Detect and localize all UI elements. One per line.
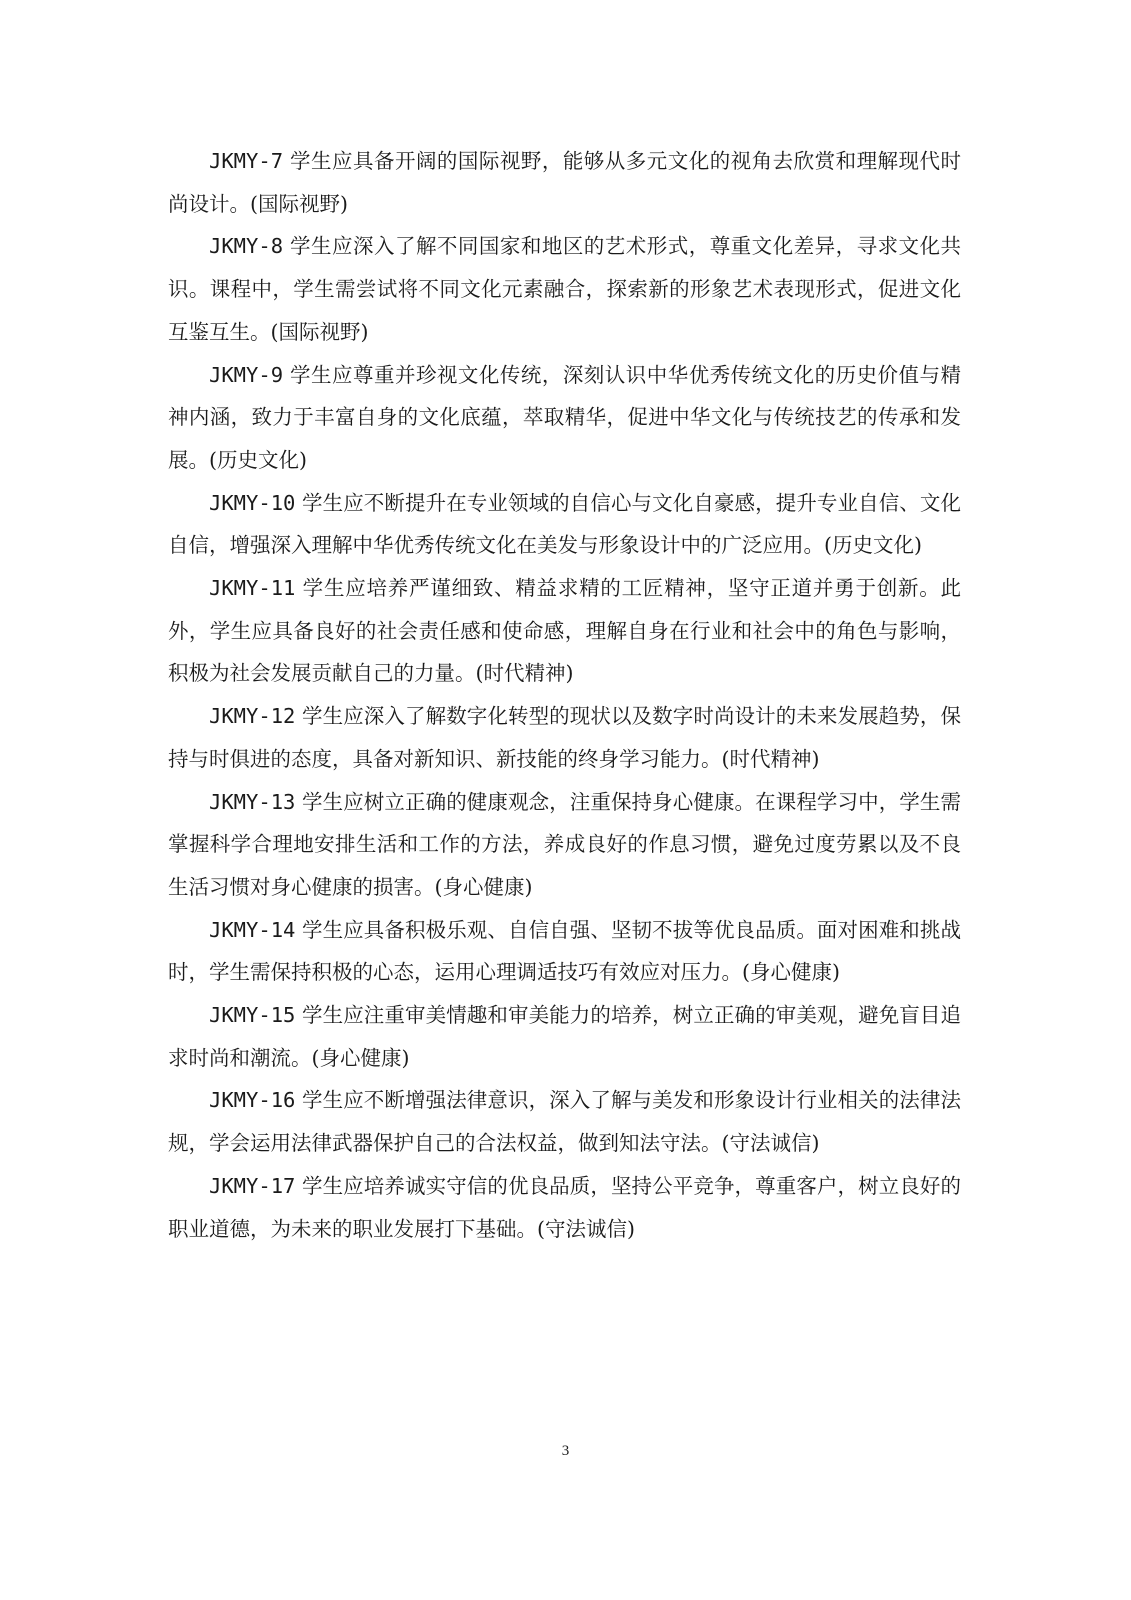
paragraph-jkmy-11 <box>168 567 961 695</box>
item-text: 学生应培养诚实守信的优良品质，坚持公平竞争，尊重客户，树立良好的职业道德，为未来的职业发展打下基础。(守法诚信) <box>168 1173 961 1241</box>
item-code: JKMY-15 <box>209 1003 296 1028</box>
item-text: 学生应培养严谨细致、精益求精的工匠精神，坚守正道并勇于创新。此外，学生应具备良好的社会责任感和使命感，理解自身在行业和社会中的角色与影响，积极为社会发展贡献自己的力量。(时代精神) <box>168 576 961 686</box>
paragraph-jkmy-17 <box>168 1165 961 1250</box>
item-code: JKMY-17 <box>209 1173 296 1198</box>
item-code: JKMY-12 <box>209 704 296 729</box>
item-text: 学生应不断增强法律意识，深入了解与美发和形象设计行业相关的法律法规，学会运用法律武器保护自己的合法权益，做到知法守法。(守法诚信) <box>168 1088 961 1156</box>
paragraph-jkmy-14 <box>168 909 961 994</box>
item-code: JKMY-7 <box>209 149 284 173</box>
item-code: JKMY-10 <box>209 490 296 515</box>
item-text: 学生应注重审美情趣和审美能力的培养，树立正确的审美观，避免盲目追求时尚和潮流。(身心健康) <box>168 1003 961 1070</box>
paragraph-jkmy-10 <box>168 482 961 567</box>
item-code: JKMY-13 <box>209 789 296 814</box>
page-number: 3 <box>561 1443 570 1459</box>
item-code: JKMY-16 <box>209 1088 296 1113</box>
item-text: 学生应具备开阔的国际视野，能够从多元文化的视角去欣赏和理解现代时尚设计。(国际视野) <box>168 149 961 216</box>
paragraph-jkmy-16 <box>168 1079 961 1164</box>
body-text <box>168 140 961 1250</box>
item-text: 学生应尊重并珍视文化传统，深刻认识中华优秀传统文化的历史价值与精神内涵，致力于丰富自身的文化底蕴，萃取精华，促进中华文化与传统技艺的传承和发展。(历史文化) <box>168 362 961 472</box>
item-code: JKMY-14 <box>209 917 296 942</box>
paragraph-jkmy-13 <box>168 781 961 909</box>
paragraph-jkmy-12 <box>168 695 961 780</box>
item-code: JKMY-9 <box>209 362 284 387</box>
item-code: JKMY-11 <box>209 576 296 601</box>
item-text: 学生应树立正确的健康观念，注重保持身心健康。在课程学习中，学生需掌握科学合理地安排生活和工作的方法，养成良好的作息习惯，避免过度劳累以及不良生活习惯对身心健康的损害。(身心健康) <box>168 789 961 899</box>
item-code: JKMY-8 <box>209 234 284 259</box>
item-text: 学生应深入了解数字化转型的现状以及数字时尚设计的未来发展趋势，保持与时俱进的态度，具备对新知识、新技能的终身学习能力。(时代精神) <box>168 704 961 771</box>
paragraph-jkmy-15 <box>168 994 961 1079</box>
item-text: 学生应不断提升在专业领域的自信心与文化自豪感，提升专业自信、文化自信，增强深入理解中华优秀传统文化在美发与形象设计中的广泛应用。(历史文化) <box>168 490 961 558</box>
paragraph-jkmy-7 <box>168 140 961 225</box>
paragraph-jkmy-8 <box>168 225 961 353</box>
item-text: 学生应具备积极乐观、自信自强、坚韧不拔等优良品质。面对困难和挑战时，学生需保持积极的心态，运用心理调适技巧有效应对压力。(身心健康) <box>168 917 961 985</box>
item-text: 学生应深入了解不同国家和地区的艺术形式，尊重文化差异，寻求文化共识。课程中，学生需尝试将不同文化元素融合，探索新的形象艺术表现形式，促进文化互鉴互生。(国际视野) <box>168 234 961 344</box>
paragraph-jkmy-9 <box>168 354 961 482</box>
